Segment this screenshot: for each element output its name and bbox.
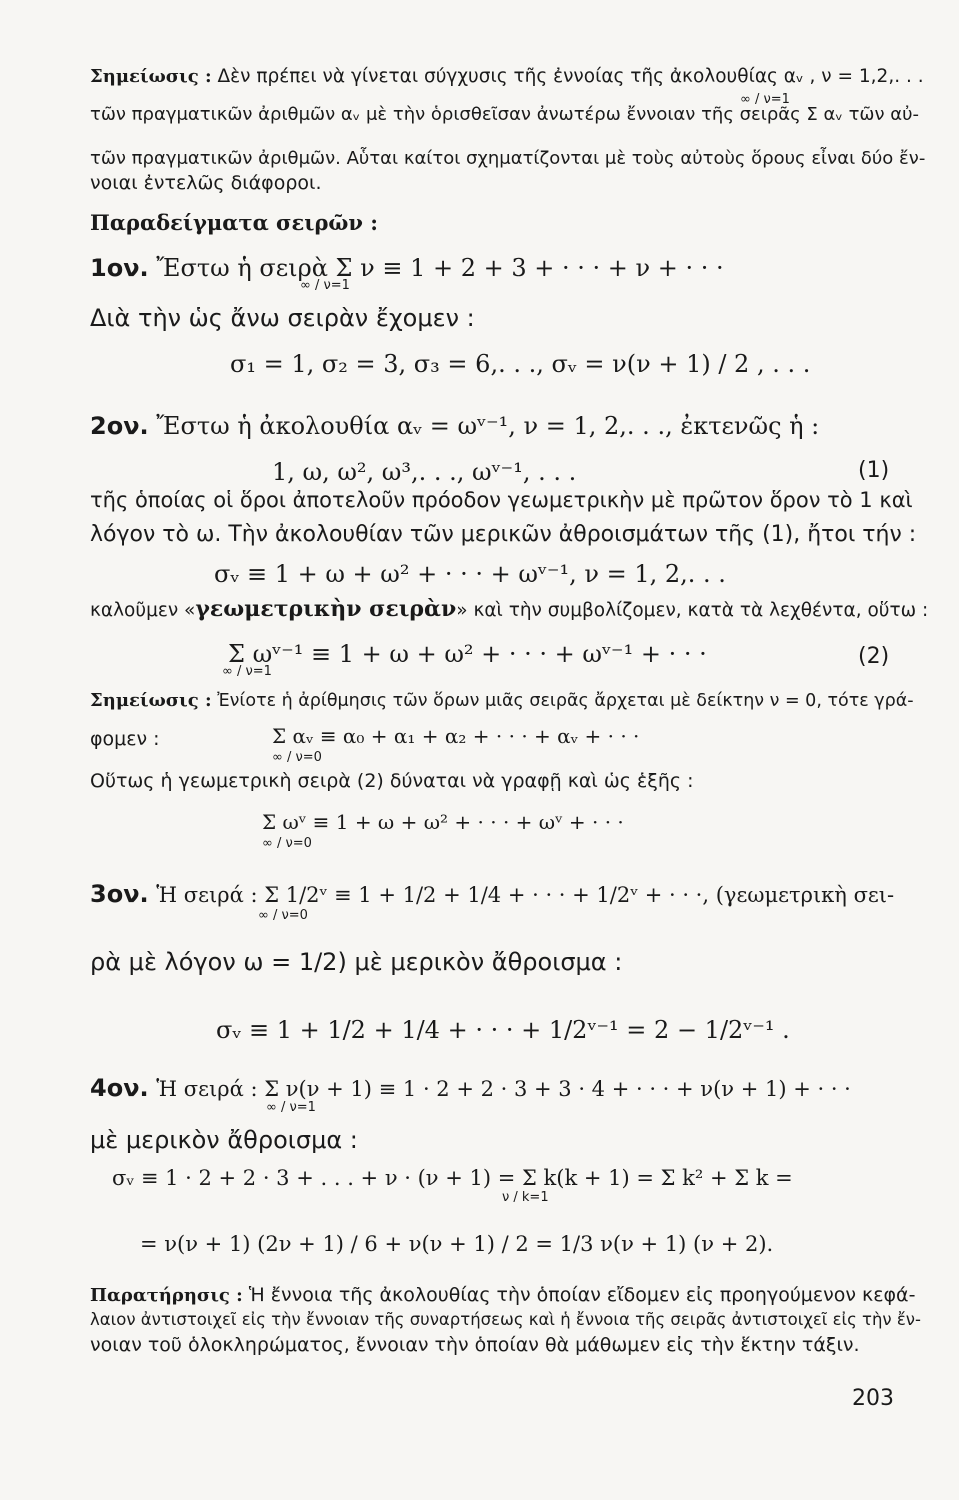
example-1-label: 1ον. — [90, 254, 149, 282]
example-3-label: 3ον. — [90, 880, 149, 908]
remark-1-line-4: νοιαι ἐντελῶς διάφοροι. — [90, 172, 322, 194]
observation-label: Παρατήρησις : — [90, 1285, 243, 1306]
example-2-text-c: » καὶ τὴν συμβολίζομεν, κατὰ τὰ λεχθέντα, οὕτω : — [456, 600, 929, 621]
example-1-line-2: Διὰ τὴν ὡς ἄνω σειρὰν ἔχομεν : — [90, 304, 475, 332]
example-2-line-4: λόγον τὸ ω. Τὴν ἀκολουθίαν τῶν μερικῶν ἀθροισμάτων τῆς (1), ἤτοι τήν : — [90, 522, 917, 547]
example-4-result: = ν(ν + 1) (2ν + 1) / 6 + ν(ν + 1) / 2 = 1/3 ν(ν + 1) (ν + 2). — [140, 1232, 774, 1256]
example-2-line-1 — [90, 412, 819, 441]
observation-line-2: λαιον ἀντιστοιχεῖ εἰς τὴν ἔννοιαν τῆς συναρτήσεως καὶ ἡ ἔννοια τῆς σειρᾶς ἀντιστοιχεῖ εἰς τὴν ἔν- — [90, 1310, 921, 1329]
example-3-partial-sum: σᵥ ≡ 1 + 1/2 + 1/4 + · · · + 1/2ᵛ⁻¹ = 2 − 1/2ᵛ⁻¹ . — [216, 1016, 790, 1044]
example-3-line-1 — [90, 880, 894, 909]
remark-1-line-3: τῶν πραγματικῶν ἀριθμῶν. Αὗται καίτοι σχηματίζονται μὲ τοὺς αὐτοὺς ὅρους εἶναι δύο ἔν- — [90, 148, 926, 169]
example-2-label: 2ον. — [90, 412, 149, 440]
examples-heading: Παραδείγματα σειρῶν : — [90, 210, 379, 235]
geometric-series-formula: Σ ωᵛ⁻¹ ≡ 1 + ω + ω² + · · · + ωᵛ⁻¹ + · · · — [228, 640, 707, 668]
observation-text-1: Ἡ ἔννοια τῆς ἀκολουθίας τὴν ὁποίαν εἴδομεν εἰς προηγούμενον κεφά- — [248, 1284, 916, 1306]
example-1-series: Ἔστω ἡ σειρὰ Σ ν ≡ 1 + 2 + 3 + · · · + ν + · · · — [156, 254, 724, 282]
example-1-limits: ∞ / ν=1 — [300, 278, 350, 293]
page-number: 203 — [852, 1386, 894, 1411]
example-4-line-1 — [90, 1074, 851, 1103]
example-1-line-1 — [90, 254, 724, 283]
example-3-limits: ∞ / ν=0 — [258, 908, 308, 923]
example-1-partial-sums: σ₁ = 1, σ₂ = 3, σ₃ = 6,. . ., σᵥ = ν(ν + 1) / 2 , . . . — [230, 350, 811, 378]
equation-number-2: (2) — [858, 644, 890, 669]
remark-2-geometric-limits: ∞ / ν=0 — [262, 836, 312, 851]
remark-2-limits: ∞ / ν=0 — [272, 750, 322, 765]
remark-2-line-1 — [90, 690, 914, 712]
example-4-line-2: μὲ μερικὸν ἄθροισμα : — [90, 1126, 358, 1154]
example-2-partial-sum: σᵥ ≡ 1 + ω + ω² + · · · + ωᵛ⁻¹, ν = 1, 2,. . . — [214, 560, 726, 588]
geometric-series-limits: ∞ / ν=1 — [222, 664, 272, 679]
remark-1-line-2: τῶν πραγματικῶν ἀριθμῶν αᵥ μὲ τὴν ὁρισθεῖσαν ἀνωτέρω ἔννοιαν τῆς σειρᾶς Σ αᵥ τῶν αὐ- — [90, 104, 920, 125]
remark-2-label: Σημείωσις : — [90, 690, 212, 711]
example-4-limits: ∞ / ν=1 — [266, 1100, 316, 1115]
example-2-line-3: τῆς ὁποίας οἱ ὅροι ἀποτελοῦν πρόοδον γεωμετρικὴν μὲ πρῶτον ὅρον τὸ 1 καὶ — [90, 488, 913, 512]
remark-2-line-3: Οὕτως ἡ γεωμετρικὴ σειρὰ (2) δύναται νὰ γραφῇ καὶ ὡς ἑξῆς : — [90, 770, 694, 792]
remark-2-formula: Σ αᵥ ≡ α₀ + α₁ + α₂ + · · · + αᵥ + · · · — [272, 724, 640, 748]
example-4-label: 4ον. — [90, 1074, 149, 1102]
observation-line-3: νοιαν τοῦ ὁλοκληρώματος, ἔννοιαν τὴν ὁποίαν θὰ μάθωμεν εἰς τὴν ἕκτην τάξιν. — [90, 1334, 860, 1356]
example-2-line-6 — [90, 596, 928, 622]
remark-2-line-2a: φομεν : — [90, 728, 160, 750]
remark-2-geometric: Σ ωᵛ ≡ 1 + ω + ω² + · · · + ωᵛ + · · · — [262, 810, 624, 834]
remark-1-line-1 — [90, 66, 924, 88]
example-3-series: Ἡ σειρά : Σ 1/2ᵛ ≡ 1 + 1/2 + 1/4 + · · · + 1/2ᵛ + · · ·, (γεωμετρικὴ σει- — [156, 883, 895, 907]
equation-number-1: (1) — [858, 458, 890, 483]
example-3-line-2: ρὰ μὲ λόγον ω = 1/2) μὲ μερικὸν ἄθροισμα : — [90, 948, 623, 976]
example-2-sequence: Ἔστω ἡ ἀκολουθία αᵥ = ωᵛ⁻¹, ν = 1, 2,. . ., ἐκτενῶς ἡ : — [156, 412, 820, 440]
remark-2-text-1: Ἐνίοτε ἡ ἀρίθμησις τῶν ὅρων μιᾶς σειρᾶς ἄρχεται μὲ δείκτην ν = 0, τότε γρά- — [217, 691, 914, 711]
remark-1-limits: ∞ / ν=1 — [740, 92, 790, 107]
remark-1-text-1: Δὲν πρέπει νὰ γίνεται σύγχυσις τῆς ἐννοίας τῆς ἀκολουθίας αᵥ , ν = 1,2,. . . — [217, 66, 924, 87]
example-4-limits-2: ν / k=1 — [502, 1190, 549, 1205]
example-4-partial-sum: σᵥ ≡ 1 · 2 + 2 · 3 + . . . + ν · (ν + 1) = Σ k(k + 1) = Σ k² + Σ k = — [112, 1166, 793, 1190]
example-4-series: Ἡ σειρά : Σ ν(ν + 1) ≡ 1 · 2 + 2 · 3 + 3 · 4 + · · · + ν(ν + 1) + · · · — [156, 1077, 851, 1101]
observation-line-1 — [90, 1284, 915, 1307]
example-2-terms: 1, ω, ω², ω³,. . ., ωᵛ⁻¹, . . . — [272, 458, 577, 486]
remark-1-label: Σημείωσις : — [90, 66, 212, 87]
geometric-series-term: γεωμετρικὴν σειρὰν — [195, 596, 457, 622]
example-2-text-a: καλοῦμεν « — [90, 600, 196, 621]
